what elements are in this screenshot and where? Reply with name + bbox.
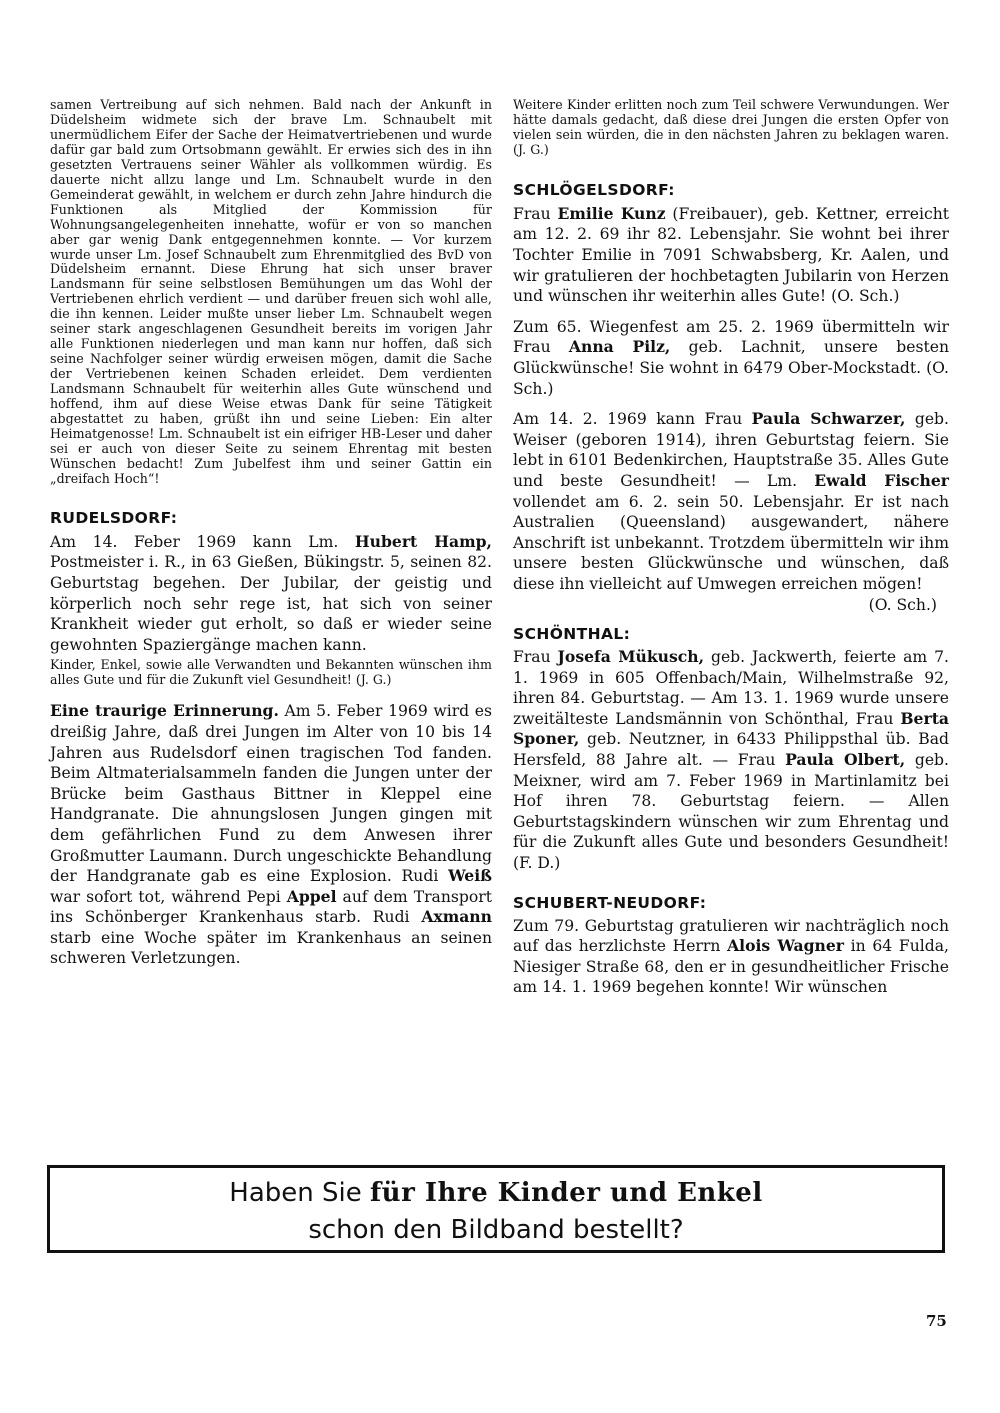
text: starb eine Woche später im Krankenhaus an seinen schweren Verletzungen.	[50, 928, 492, 968]
banner-line-1	[50, 1178, 942, 1208]
text: Am 14. Feber 1969 kann Lm.	[50, 532, 355, 551]
text: Postmeister i. R., in 63 Gießen, Bükingstr. 5, seinen 82. Geburtstag begehen. Der Jubilar, der geistig und körperlich noch sehr rege ist, hat sich von seiner Krankheit wieder gut erholt, so daß er wieder seine gewohnten Spaziergänge machen kann.	[50, 553, 492, 654]
erinnerung-title: Eine traurige Erinnerung.	[50, 701, 279, 721]
name-ewald-fischer: Ewald Fischer	[814, 470, 949, 490]
heading-schubert-neudorf: SCHUBERT-NEUDORF:	[513, 893, 707, 912]
banner-line-2: schon den Bildband bestellt?	[308, 1215, 684, 1245]
name-appel: Appel	[286, 886, 337, 906]
signature-o-sch: (O. Sch.)	[868, 595, 937, 614]
page-number: 75	[926, 1312, 947, 1330]
left-column	[50, 98, 492, 969]
text: auf dem Transport ins Schönberger Krankenhaus starb. Rudi	[50, 887, 492, 927]
text: (Freibauer), geb. Kettner, erreicht am 12. 2. 69 ihr 82. Lebensjahr. Sie wohnt bei ihrer Tochter Emilie in 7091 Schwabsberg, Kr. Aalen, und wir gratulieren der hochbetagten Jubilarin von Herzen und wünschen ihr weiterhin alles Gute! (O. Sch.)	[513, 204, 950, 306]
heading-schoenthal: SCHÖNTHAL:	[513, 625, 631, 644]
text: Am 14. 2. 1969 kann Frau	[513, 410, 752, 429]
text: Zum 79. Geburtstag gratulieren wir nachträglich noch auf das herzlichste Herrn	[513, 916, 949, 956]
right-intro: Weitere Kinder erlitten noch zum Teil schwere Verwundungen. Wer hätte damals gedacht, daß diese drei Jungen die ersten Opfer von vielen sein würden, die in den nächsten Jahren zu beklagen waren. (J. G.)	[513, 97, 949, 157]
schloegelsdorf-paragraph-1	[513, 204, 949, 307]
text: in 64 Fulda, Niesiger Straße 68, den er in gesundheitlicher Frische am 14. 1. 1969 begehen konnte! Wir wünschen	[513, 937, 949, 997]
name-berta-sponer: Berta Sponer,	[513, 708, 949, 749]
banner-emphasis: für Ihre Kinder und Enkel	[369, 1178, 763, 1208]
name-paula-schwarzer: Paula Schwarzer,	[751, 409, 906, 429]
text: Am 5. Feber 1969 wird es dreißig Jahre, daß drei Jungen im Alter von 10 bis 14 Jahren aus Rudelsdorf einen tragischen Tod fanden. Beim Altmaterialsammeln fanden die Jungen unter der Brücke beim Gasthaus Bittner in Kleppel eine Handgranate. Die ahnungslosen Jungen gingen mit dem gefährlichen Fund zu dem Anwesen ihrer Großmutter Laumann. Durch ungeschickte Behandlung der Handgranate gab es eine Explosion. Rudi	[50, 702, 492, 886]
text: Frau	[513, 204, 558, 223]
name-axmann: Axmann	[421, 907, 492, 927]
name-weiss: Weiß	[448, 866, 492, 886]
text: geb. Neutzner, in 6433 Philippsthal üb. Bad Hersfeld, 88 Jahre alt. — Frau	[513, 730, 949, 770]
advertisement-banner	[47, 1165, 945, 1253]
name-hubert-hamp: Hubert Hamp,	[354, 531, 492, 551]
name-paula-olbert: Paula Olbert,	[785, 750, 906, 770]
erinnerung-paragraph	[50, 701, 492, 969]
rudelsdorf-paragraph-1	[50, 532, 492, 656]
schloegelsdorf-paragraph-3	[513, 409, 949, 594]
name-anna-pilz: Anna Pilz,	[568, 337, 671, 357]
schloegelsdorf-paragraph-2	[513, 317, 949, 399]
text: Zum 65. Wiegenfest am 25. 2. 1969 übermitteln wir Frau	[513, 317, 949, 357]
text: geb. Lachnit, unsere besten Glückwünsche! Sie wohnt in 6479 Ober-Mockstadt. (O. Sch.)	[513, 338, 950, 398]
schnaubelt-article: samen Vertreibung auf sich nehmen. Bald nach der Ankunft in Düdelsheim widmete sich der brave Lm. Schnaubelt mit unermüdlichem Eifer der Sache der Heimatvertriebenen und wurde dafür gar bald zum Ortsobmann gewählt. Er erwies sich des in ihn gesetzten Vertrauens seiner Wähler als vollkommen würdig. Es dauerte nicht allzu lange und Lm. Schnaubelt wurde in den Gemeinderat gewählt, in welchem er durch zehn Jahre hindurch die Funktionen als Mitglied der Kommission für Wohnungsangelegenheiten innehatte, wofür er von so manchen aber gar wenig Dank entgegennehmen konnte. — Vor kurzem wurde unser Lm. Josef Schnaubelt zum Ehrenmitglied des BvD von Düdelsheim ernannt. Diese Ehrung hat sich unser braver Landsmann für seine selbstlosen Bemühungen um das Wohl der Vertriebenen ehrlich verdient — und darüber freuen sich wohl alle, die ihn kennen. Leider mußte unser lieber Lm. Schnaubelt wegen seiner stark angeschlagenen Gesundheit bereits im vorigen Jahr alle Funktionen niederlegen und man kann nur hoffen, daß sich seine Nachfolger seiner würdig erweisen mögen, damit die Sache der Vertriebenen keinen Schaden erleidet. Dem verdienten Landsmann Schnaubelt für weiterhin alles Gute wünschend und hoffend, ihm auf diese Weise etwas Dank für seine Tätigkeit abgestattet zu haben, grüßt ihn und seine Lieben: Ein alter Heimatgenosse! Lm. Schnaubelt ist ein eifriger HB-Leser und daher sei er auch von dieser Seite zu seinem Ehrentag mit besten Wünschen bedacht! Zum Jubelfest ihm und seiner Gattin ein „dreifach Hoch“!	[50, 97, 492, 486]
banner-text: Haben Sie	[229, 1178, 370, 1208]
name-emilie-kunz: Emilie Kunz	[557, 203, 666, 223]
text: Frau	[513, 648, 558, 667]
name-josefa-muekusch: Josefa Mükusch,	[557, 647, 705, 667]
right-column	[513, 98, 949, 998]
rudelsdorf-paragraph-2: Kinder, Enkel, sowie alle Verwandten und Bekannten wünschen ihm alles Gute und für die Zukunft viel Gesundheit! (J. G.)	[50, 657, 492, 688]
text: geb. Weiser (geboren 1914), ihren Geburtstag feiern. Sie lebt in 6101 Bedenkirchen, Hauptstraße 35. Alles Gute und beste Gesundheit! — Lm.	[513, 410, 949, 490]
schoenthal-paragraph	[513, 647, 949, 874]
heading-schloegelsdorf: SCHLÖGELSDORF:	[513, 180, 675, 199]
schubert-neudorf-paragraph	[513, 916, 949, 998]
name-alois-wagner: Alois Wagner	[727, 936, 844, 956]
text: geb. Meixner, wird am 7. Feber 1969 in Martinlamitz bei Hof ihren 78. Geburtstag feiern. — Allen Geburtstagskindern wünschen wir zum Ehrentag und für die Zukunft alles Gute und besonders Gesundheit! (F. D.)	[513, 751, 949, 873]
text: geb. Jackwerth, feierte am 7. 1. 1969 in 605 Offenbach/Main, Wilhelmstraße 92, ihren 84. Geburtstag. — Am 13. 1. 1969 wurde unsere zweitälteste Landsmännin von Schönthal, Frau	[513, 648, 949, 728]
heading-rudelsdorf: RUDELSDORF:	[50, 508, 178, 527]
text: vollendet am 6. 2. sein 50. Lebensjahr. Er ist nach Australien (Queensland) ausgewandert, nähere Anschrift ist unbekannt. Trotzdem übermitteln wir ihm unsere besten Glückwünsche und wünschen, daß diese ihn vielleicht auf Umwegen erreichen mögen!	[513, 492, 949, 593]
text: war sofort tot, während Pepi	[50, 887, 287, 906]
